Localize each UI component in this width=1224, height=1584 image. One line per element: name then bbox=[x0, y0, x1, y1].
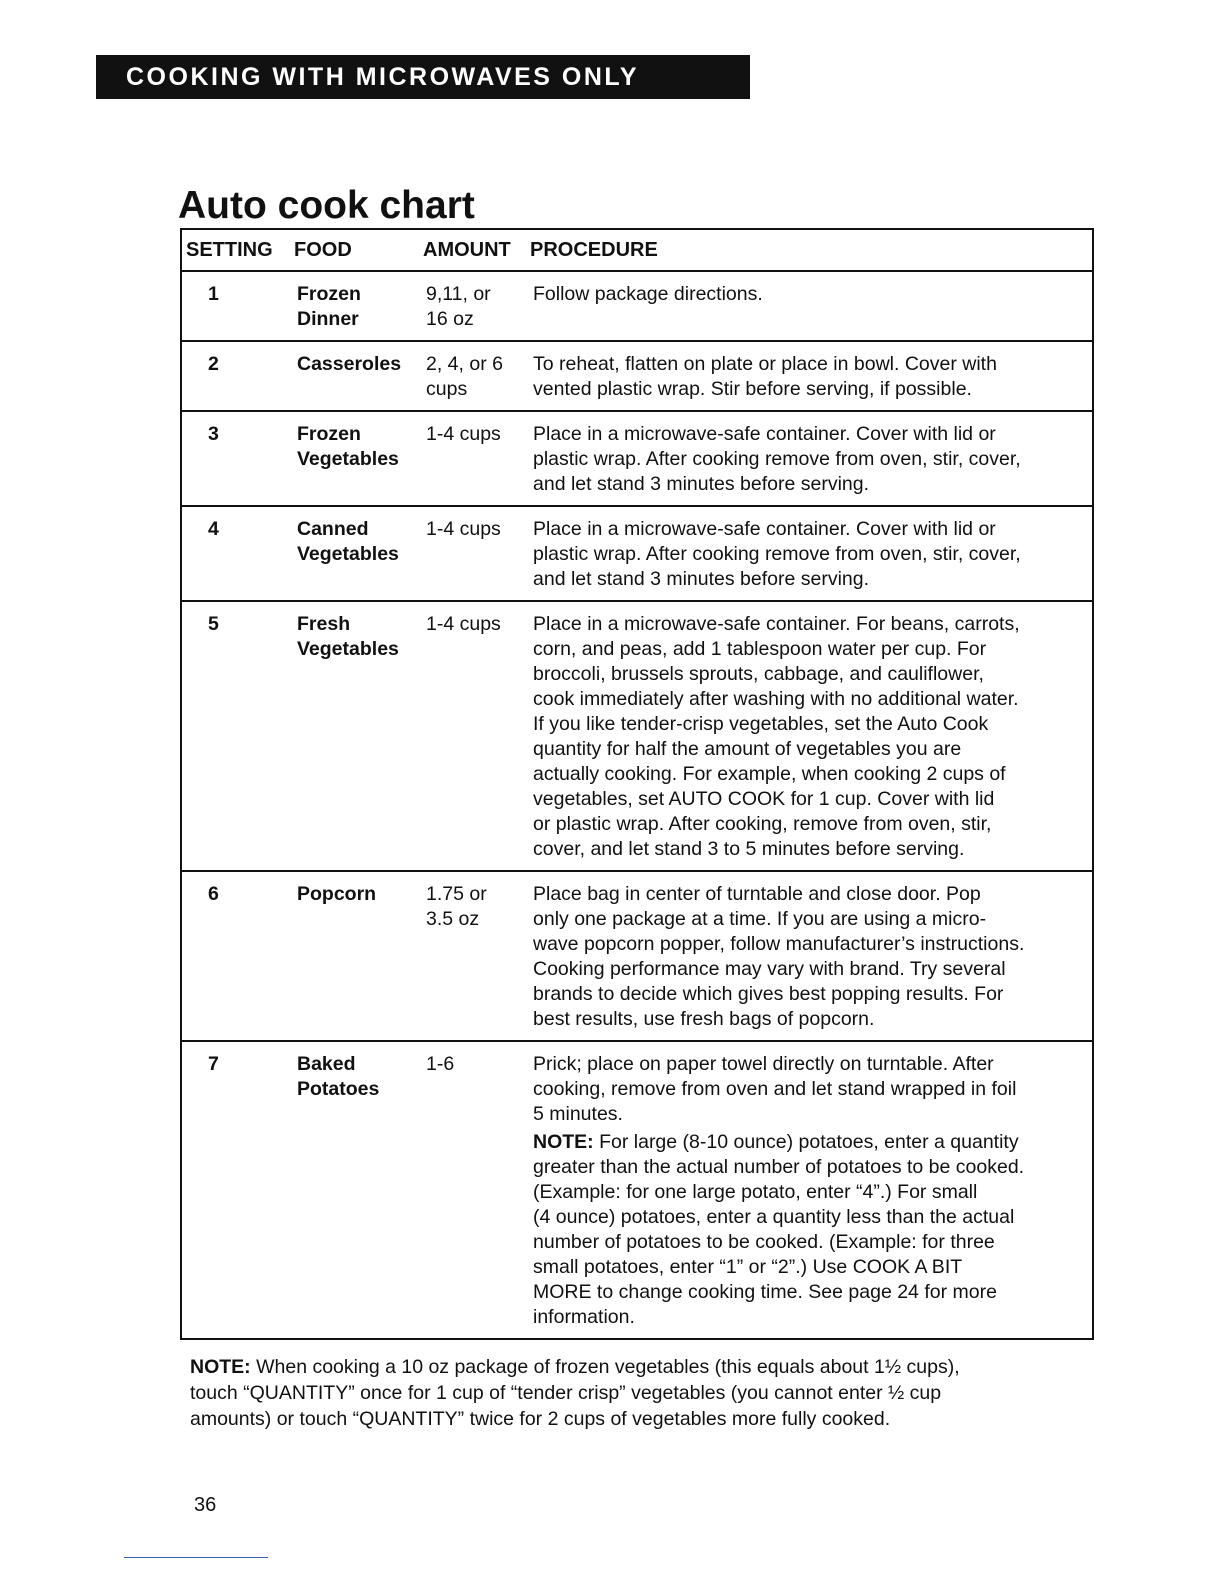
table-row bbox=[182, 1042, 1092, 1338]
header-procedure: PROCEDURE bbox=[530, 238, 658, 261]
note-line: (4 ounce) potatoes, enter a quantity less than the actual bbox=[533, 1206, 1015, 1228]
setting-number: 2 bbox=[208, 353, 219, 375]
procedure-line: cooking, remove from oven and let stand wrapped in foil bbox=[533, 1078, 1017, 1100]
procedure-line: actually cooking. For example, when cooking 2 cups of bbox=[533, 763, 1006, 785]
food-name-line: Fresh bbox=[297, 613, 351, 635]
amount-cell bbox=[426, 882, 533, 1032]
food-cell bbox=[294, 517, 426, 592]
food-name-line: Vegetables bbox=[297, 543, 399, 565]
procedure-line: corn, and peas, add 1 tablespoon water per cup. For bbox=[533, 638, 987, 660]
procedure-line: and let stand 3 minutes before serving. bbox=[533, 473, 870, 495]
header-setting: SETTING bbox=[186, 238, 273, 261]
page-title: Auto cook chart bbox=[178, 184, 475, 227]
procedure-line: 5 minutes. bbox=[533, 1103, 623, 1125]
note-label: NOTE: bbox=[533, 1131, 594, 1153]
note-text: For large (8-10 ounce) potatoes, enter a quantity bbox=[599, 1131, 1019, 1153]
setting-cell bbox=[182, 422, 294, 497]
amount-cell bbox=[426, 612, 533, 862]
procedure-line: Place in a microwave-safe container. Cover with lid or bbox=[533, 423, 996, 445]
note-line: information. bbox=[533, 1306, 635, 1328]
footnote-label: NOTE: bbox=[190, 1356, 251, 1378]
procedure-line: and let stand 3 minutes before serving. bbox=[533, 568, 870, 590]
amount-line: 3.5 oz bbox=[426, 908, 480, 930]
amount-line: 1-4 cups bbox=[426, 518, 501, 540]
procedure-line: Prick; place on paper towel directly on turntable. After bbox=[533, 1053, 994, 1075]
setting-cell bbox=[182, 282, 294, 332]
setting-number: 5 bbox=[208, 613, 219, 635]
procedure-line: or plastic wrap. After cooking, remove from oven, stir, bbox=[533, 813, 992, 835]
table-row bbox=[182, 342, 1092, 412]
footnote-line: amounts) or touch “QUANTITY” twice for 2 cups of vegetables more fully cooked. bbox=[190, 1408, 891, 1430]
procedure-cell bbox=[533, 1052, 1092, 1330]
food-name-line: Frozen bbox=[297, 423, 361, 445]
note-line: small potatoes, enter “1” or “2”.) Use COOK A BIT bbox=[533, 1256, 963, 1278]
food-name-line: Potatoes bbox=[297, 1078, 380, 1100]
amount-line: 1-6 bbox=[426, 1053, 455, 1075]
procedure-line: Cooking performance may vary with brand. Try several bbox=[533, 958, 1006, 980]
setting-cell bbox=[182, 882, 294, 1032]
amount-line: 1-4 cups bbox=[426, 613, 501, 635]
procedure-line: broccoli, brussels sprouts, cabbage, and cauliflower, bbox=[533, 663, 984, 685]
procedure-line: If you like tender-crisp vegetables, set the Auto Cook bbox=[533, 713, 989, 735]
procedure-line: plastic wrap. After cooking remove from oven, stir, cover, bbox=[533, 543, 1021, 565]
setting-cell bbox=[182, 612, 294, 862]
footnote bbox=[190, 1354, 1090, 1432]
footnote-line: touch “QUANTITY” once for 1 cup of “tender crisp” vegetables (you cannot enter ½ cup bbox=[190, 1382, 942, 1404]
page-number: 36 bbox=[194, 1494, 217, 1516]
note-line bbox=[533, 1130, 1088, 1155]
note-line: greater than the actual number of potatoes to be cooked. bbox=[533, 1156, 1025, 1178]
procedure-line: vegetables, set AUTO COOK for 1 cup. Cover with lid bbox=[533, 788, 995, 810]
food-name-line: Dinner bbox=[297, 308, 359, 330]
food-name-line: Popcorn bbox=[297, 883, 377, 905]
procedure-line: To reheat, flatten on plate or place in bowl. Cover with bbox=[533, 353, 997, 375]
food-cell bbox=[294, 612, 426, 862]
procedure-line: vented plastic wrap. Stir before serving, if possible. bbox=[533, 378, 972, 400]
setting-number: 6 bbox=[208, 883, 219, 905]
table-body bbox=[182, 272, 1092, 1338]
procedure-line: best results, use fresh bags of popcorn. bbox=[533, 1008, 875, 1030]
procedure-line: Place in a microwave-safe container. For beans, carrots, bbox=[533, 613, 1020, 635]
food-name-line: Canned bbox=[297, 518, 369, 540]
amount-cell bbox=[426, 282, 533, 332]
amount-line: 1-4 cups bbox=[426, 423, 501, 445]
procedure-cell bbox=[533, 282, 1092, 332]
header-food: FOOD bbox=[294, 238, 352, 261]
footnote-line: When cooking a 10 oz package of frozen vegetables (this equals about 1½ cups), bbox=[256, 1356, 960, 1378]
procedure-cell bbox=[533, 352, 1092, 402]
procedure-cell bbox=[533, 612, 1092, 862]
procedure-line: plastic wrap. After cooking remove from oven, stir, cover, bbox=[533, 448, 1021, 470]
procedure-cell bbox=[533, 882, 1092, 1032]
table-row bbox=[182, 602, 1092, 872]
table-row bbox=[182, 872, 1092, 1042]
procedure-line: only one package at a time. If you are using a micro- bbox=[533, 908, 987, 930]
amount-cell bbox=[426, 352, 533, 402]
procedure-line: Place in a microwave-safe container. Cover with lid or bbox=[533, 518, 996, 540]
setting-cell bbox=[182, 352, 294, 402]
procedure-line: brands to decide which gives best popping results. For bbox=[533, 983, 1004, 1005]
procedure-line: Place bag in center of turntable and close door. Pop bbox=[533, 883, 981, 905]
procedure-line: cover, and let stand 3 to 5 minutes before serving. bbox=[533, 838, 965, 860]
food-cell bbox=[294, 1052, 426, 1330]
note-line: MORE to change cooking time. See page 24 for more bbox=[533, 1281, 997, 1303]
amount-line: 9,11, or bbox=[426, 283, 491, 305]
header-amount: AMOUNT bbox=[423, 238, 511, 261]
note-line: (Example: for one large potato, enter “4”.) For small bbox=[533, 1181, 978, 1203]
procedure-line: wave popcorn popper, follow manufacturer’s instructions. bbox=[533, 933, 1025, 955]
food-cell bbox=[294, 282, 426, 332]
setting-cell bbox=[182, 517, 294, 592]
food-name-line: Vegetables bbox=[297, 638, 399, 660]
table-row bbox=[182, 272, 1092, 342]
amount-line: cups bbox=[426, 378, 468, 400]
footer-rule bbox=[124, 1557, 268, 1558]
note-line: number of potatoes to be cooked. (Example: for three bbox=[533, 1231, 995, 1253]
amount-cell bbox=[426, 1052, 533, 1330]
procedure-line: cook immediately after washing with no additional water. bbox=[533, 688, 1019, 710]
amount-cell bbox=[426, 422, 533, 497]
amount-line: 2, 4, or 6 bbox=[426, 353, 503, 375]
procedure-line: quantity for half the amount of vegetables you are bbox=[533, 738, 962, 760]
amount-cell bbox=[426, 517, 533, 592]
table-row bbox=[182, 507, 1092, 602]
food-name-line: Baked bbox=[297, 1053, 356, 1075]
procedure-cell bbox=[533, 517, 1092, 592]
setting-number: 1 bbox=[208, 283, 219, 305]
setting-cell bbox=[182, 1052, 294, 1330]
auto-cook-table bbox=[180, 228, 1094, 1340]
setting-number: 7 bbox=[208, 1053, 219, 1075]
procedure-cell bbox=[533, 422, 1092, 497]
amount-line: 1.75 or bbox=[426, 883, 487, 905]
food-name-line: Vegetables bbox=[297, 448, 399, 470]
section-banner: COOKING WITH MICROWAVES ONLY bbox=[96, 55, 750, 99]
food-name-line: Frozen bbox=[297, 283, 361, 305]
setting-number: 3 bbox=[208, 423, 219, 445]
food-cell bbox=[294, 352, 426, 402]
setting-number: 4 bbox=[208, 518, 219, 540]
food-cell bbox=[294, 882, 426, 1032]
amount-line: 16 oz bbox=[426, 308, 474, 330]
procedure-line: Follow package directions. bbox=[533, 283, 763, 305]
table-row bbox=[182, 412, 1092, 507]
food-cell bbox=[294, 422, 426, 497]
table-header bbox=[182, 230, 1092, 272]
food-name-line: Casseroles bbox=[297, 353, 402, 375]
